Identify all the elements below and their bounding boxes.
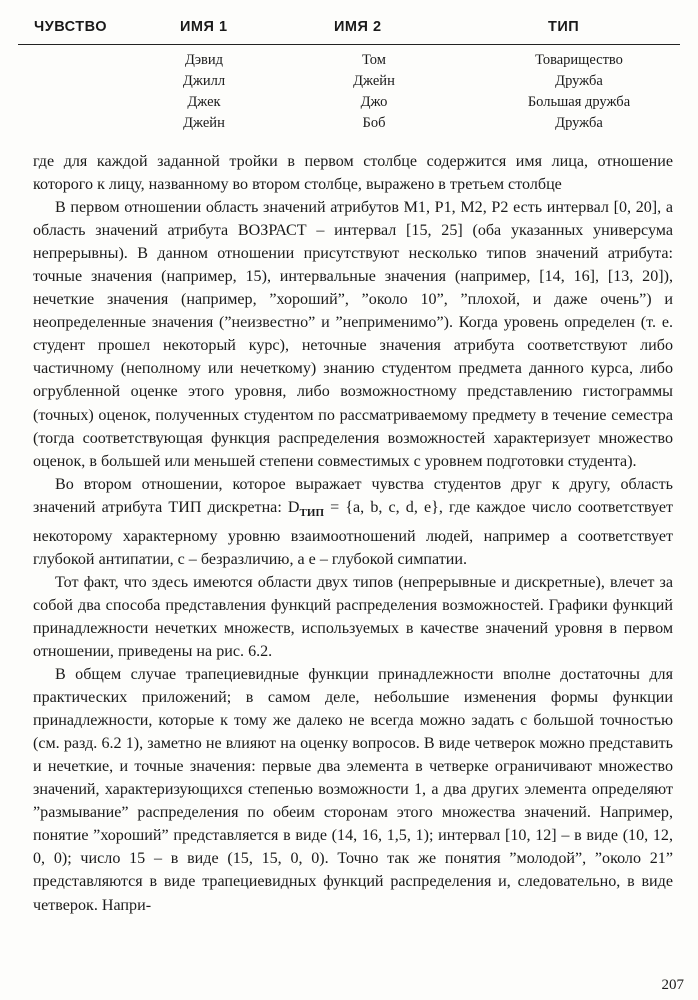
cell-name-2: Джо [360,94,388,110]
paragraph-3-end: = {a, b, c, d, e}, где каждое число соответствует некоторому характерному уровню взаимоотношений людей, например a соответствует глубокой антипатии, c – безразличию, a e – глубокой симпатии. [33,498,673,568]
paragraph-3 [33,473,673,571]
table-body [18,52,680,136]
table-row [18,94,680,115]
paragraph-5: В общем случае трапециевидные функции принадлежности вполне достаточны для практических приложений; в самом деле, небольшие изменения формы функции принадлежности, которые к тому же далеко не всегда можно задать с большой точностью (см. разд. 6.2 1), заметно не влияют на оценку вопросов. В виде четверок можно представить и нечеткие, и точные значения: первые два элемента в четверке ограничивают множество значений, характеризующихся степенью возможности 1, а два других элемента определяют ”размывание” распределения по обеим сторонам этого множества значений. Например, понятие ”хороший” представляется в виде (14, 16, 1,5, 1); интервал [10, 12] – в виде (10, 12, 0, 0); число 15 – в виде (15, 15, 0, 0). Точно так же понятия ”молодой”, ”около 21” представляются в виде трапециевидных функций распределения и, следовательно, в виде четверок. Напри- [33,666,673,914]
cell-name-1: Джейн [183,115,225,131]
paragraph-2: В первом отношении область значений атрибутов M1, P1, M2, P2 есть интервал [0, 20], а область значений атрибута ВОЗРАСТ – интервал [15, 25] (оба указанных универсума непрерывны). В данном отношении присутствуют несколько типов значений атрибута: точные значения (например, 15), интервальные значения (например, [14, 16], [13, 20]), нечеткие значения (например, ”хороший”, ”около 10”, ”плохой, и даже очень”) и неопределенные значения (”неизвестно” и ”неприменимо”). Когда уровень определен (т. е. студент прошел некоторый курс), неточные значения атрибута соответствуют либо частичному (неполному или нечеткому) знанию студентом предмета данного курса, либо огрубленной оценке этого уровня, либо возможностному представлению гистограммы (точных) оценок, полученных студентом по рассматриваемому предмету в течение семестра (тогда соответствующая функция распределения возможностей характеризует множество оценок, в большей или меньшей степени совместимых с уровнем подготовки студента). [33,199,673,470]
table-header [18,8,680,45]
header-name-1: ИМЯ 1 [180,19,228,35]
cell-type: Товарищество [535,52,623,68]
cell-name-2: Джейн [353,73,395,89]
cell-type: Дружба [555,115,603,131]
cell-name-1: Дэвид [184,52,224,68]
paragraph-3-start: Во втором отношении, которое выражает чувства студентов друг к другу, область значений атрибута ТИП дискретна: D [33,475,673,516]
header-name-2: ИМЯ 2 [334,19,382,35]
table-row [18,73,680,94]
cell-name-2: Боб [362,115,386,131]
header-type: ТИП [548,19,580,35]
cell-name-1: Джилл [182,73,226,89]
cell-name-2: Том [362,52,386,68]
table-row [18,52,680,73]
page-number: 207 [661,977,684,993]
table-row [18,115,680,136]
header-feeling: ЧУВСТВО [34,19,107,35]
domain-subscript: ТИП [299,506,324,519]
cell-type: Большая дружба [527,94,631,110]
cell-name-1: Джек [187,94,221,110]
cell-type: Дружба [555,73,603,89]
paragraph-1: где для каждой заданной тройки в первом столбце содержится имя лица, отношение которого к лицу, названному во втором столбце, выражено в третьем столбце [33,153,673,194]
body-text [33,150,673,917]
paragraph-4: Тот факт, что здесь имеются области двух типов (непрерывные и дискретные), влечет за собой два способа представления функций распределения возможностей. Графики функций принадлежности нечетких множеств, используемых в качестве значений уровня в первом отношении, приведены на рис. 6.2. [33,573,673,660]
